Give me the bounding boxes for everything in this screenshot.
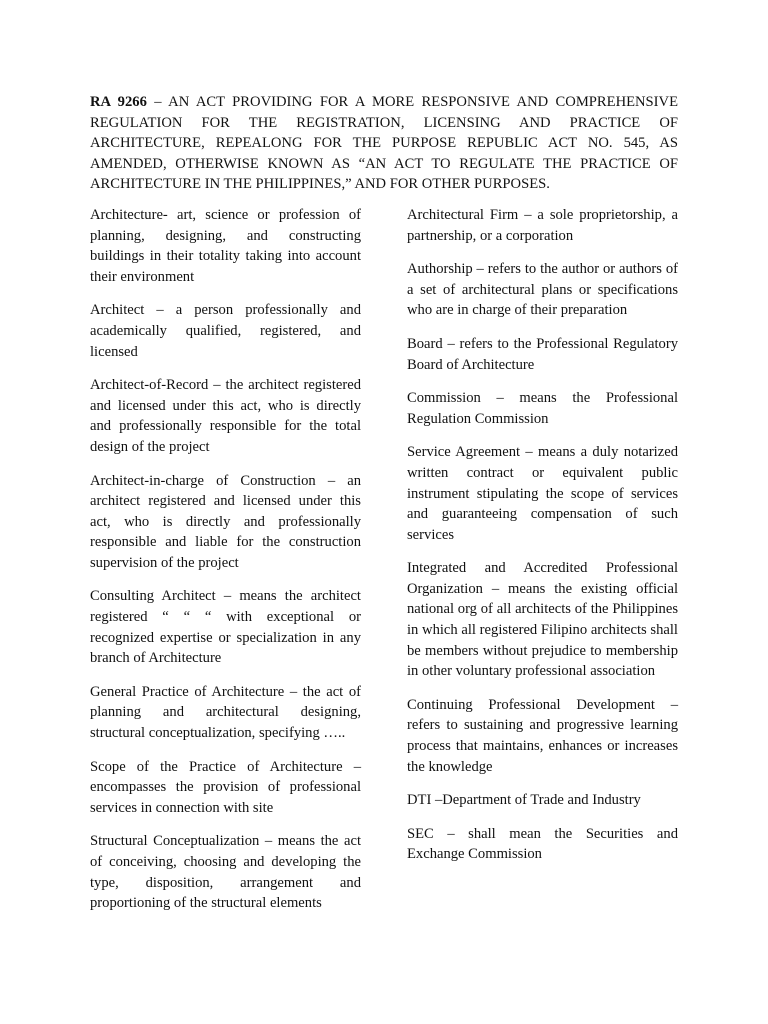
document-title <box>90 92 678 195</box>
definition-paragraph: General Practice of Architecture – the act of planning and architectural designing, structural conceptualization, specifying ….. <box>90 683 361 742</box>
left-column <box>90 205 361 914</box>
definition-paragraph: Architect – a person professionally and academically qualified, registered, and licensed <box>90 302 361 360</box>
act-title-text: – AN ACT PROVIDING FOR A MORE RESPONSIVE AND COMPREHENSIVE REGULATION FOR THE REGISTRATION, LICENSING AND PRACTICE OF ARCHITECTURE, REPEALONG FOR THE PURPOSE REPUBLIC ACT NO. 545, AS AMENDED, OTHERWISE KNOWN AS “AN ACT TO REGULATE THE PRACTICE OF ARCHITECTURE IN THE PHILIPPINES,” AND FOR OTHER PURPOSES. <box>90 94 678 193</box>
definition-paragraph: Continuing Professional Development – refers to sustaining and progressive learning process that maintains, enhances or increases the knowledge <box>407 696 678 775</box>
definition-paragraph: Scope of the Practice of Architecture – encompasses the provision of professional services in connection with site <box>90 758 361 816</box>
definition-paragraph: DTI –Department of Trade and Industry <box>407 792 641 809</box>
definition-paragraph: Architect-in-charge of Construction – an architect registered and licensed under this act, who is directly and professionally responsible and liable for the construction supervision of the project <box>90 472 361 571</box>
definition-paragraph: Architectural Firm – a sole proprietorship, a partnership, or a corporation <box>407 206 678 244</box>
act-number: RA 9266 <box>90 94 147 110</box>
definitions-columns <box>90 205 678 914</box>
definition-paragraph: SEC – shall mean the Securities and Exchange Commission <box>407 825 678 863</box>
definition-paragraph: Integrated and Accredited Professional Organization – means the existing official national org of all architects of the Philippines in which all registered Filipino architects shall be members without prejudice to membership in other voluntary professional association <box>407 560 678 680</box>
definition-paragraph: Service Agreement – means a duly notarized written contract or equivalent public instrument stipulating the scope of services and guaranteeing compensation of such services <box>407 444 678 543</box>
definition-paragraph: Architect-of-Record – the architect registered and licensed under this act, who is directly and professionally responsible for the total design of the project <box>90 377 361 455</box>
right-column <box>407 205 678 914</box>
definition-paragraph: Structural Conceptualization – means the act of conceiving, choosing and developing the type, disposition, arrangement and proportioning of the structural elements <box>90 833 361 912</box>
definition-paragraph: Board – refers to the Professional Regulatory Board of Architecture <box>407 335 678 373</box>
definition-paragraph: Commission – means the Professional Regulation Commission <box>407 390 678 427</box>
definition-paragraph: Architecture- art, science or profession of planning, designing, and constructing buildings in their totality taking into account their environment <box>90 206 361 285</box>
definition-paragraph: Authorship – refers to the author or authors of a set of architectural plans or specifications who are in charge of their preparation <box>407 261 678 319</box>
definition-paragraph: Consulting Architect – means the architect registered “ “ “ with exceptional or recognized expertise or specialization in any branch of Architecture <box>90 588 361 667</box>
